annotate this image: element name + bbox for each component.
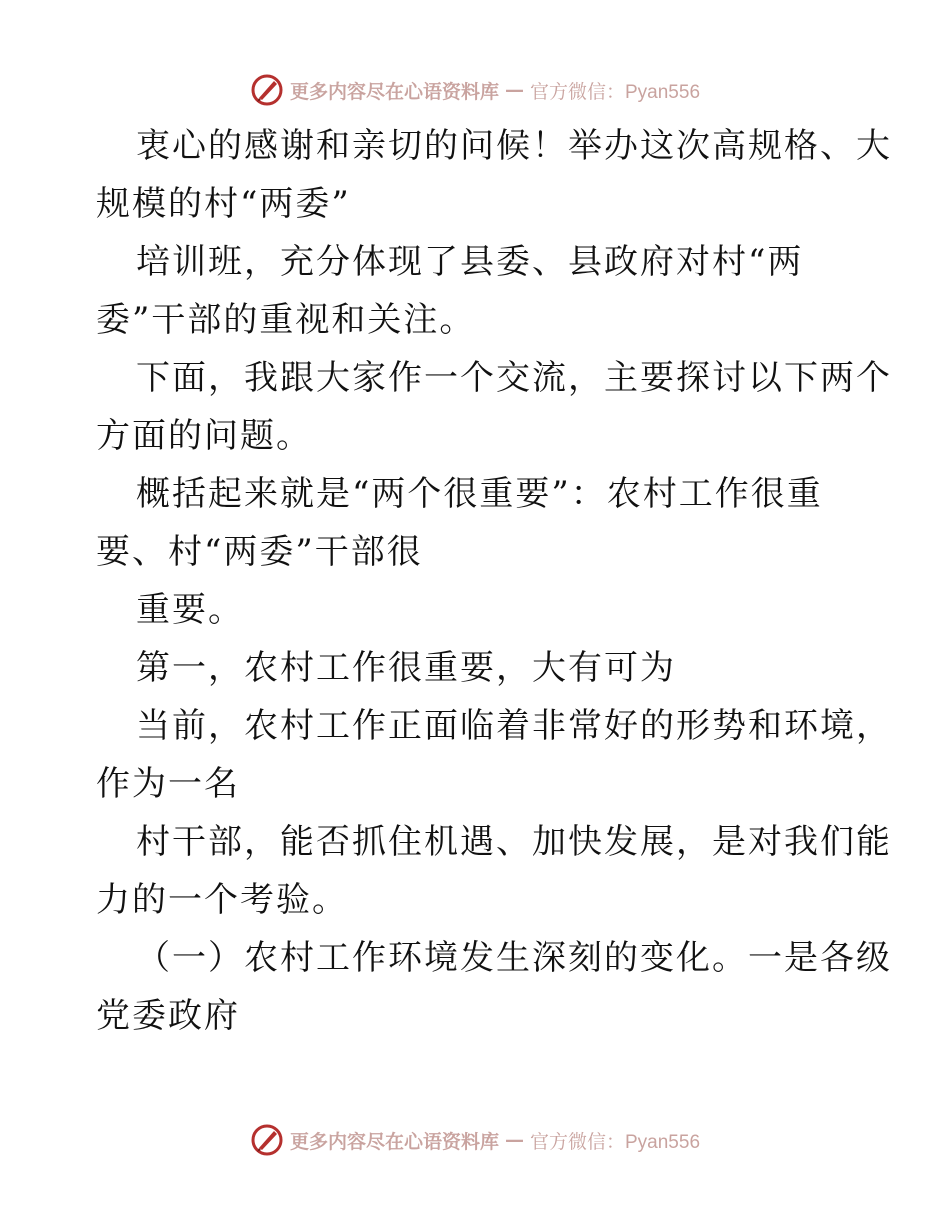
body-line: （一）农村工作环境发生深刻的变化。一是各级 (136, 938, 892, 978)
body-line: 规模的村“两委” (96, 184, 351, 224)
quill-pen-logo-icon (250, 73, 284, 107)
body-line: 党委政府 (96, 996, 240, 1036)
body-line: 衷心的感谢和亲切的问候！举办这次高规格、大 (136, 126, 892, 166)
body-line: 力的一个考验。 (96, 880, 348, 920)
body-line: 概括起来就是“两个很重要”：农村工作很重 (136, 474, 823, 514)
body-line: 重要。 (136, 590, 244, 630)
body-line: 培训班，充分体现了县委、县政府对村“两 (136, 242, 804, 282)
watermark-dash: — (505, 79, 524, 101)
quill-pen-logo-icon (250, 1123, 284, 1157)
watermark-brand-text: 更多内容尽在心语资料库 (289, 1130, 499, 1153)
header-watermark (0, 72, 950, 108)
body-line: 要、村“两委”干部很 (96, 532, 423, 572)
body-line: 村干部，能否抓住机遇、加快发展，是对我们能 (136, 822, 892, 862)
body-line: 当前，农村工作正面临着非常好的形势和环境， (136, 706, 892, 746)
document-body (96, 117, 892, 1045)
body-line: 作为一名 (96, 764, 240, 804)
watermark-brand-text: 更多内容尽在心语资料库 (289, 80, 499, 103)
watermark-contact-text: 官方微信：Pyan556 (530, 81, 701, 103)
body-line: 下面，我跟大家作一个交流，主要探讨以下两个 (136, 358, 892, 398)
watermark-dash: — (505, 1129, 524, 1151)
body-line: 委”干部的重视和关注。 (96, 300, 476, 340)
body-line: 方面的问题。 (96, 416, 312, 456)
section-heading: 第一，农村工作很重要，大有可为 (136, 648, 676, 688)
watermark-contact-text: 官方微信：Pyan556 (530, 1131, 701, 1153)
footer-watermark (0, 1122, 950, 1158)
